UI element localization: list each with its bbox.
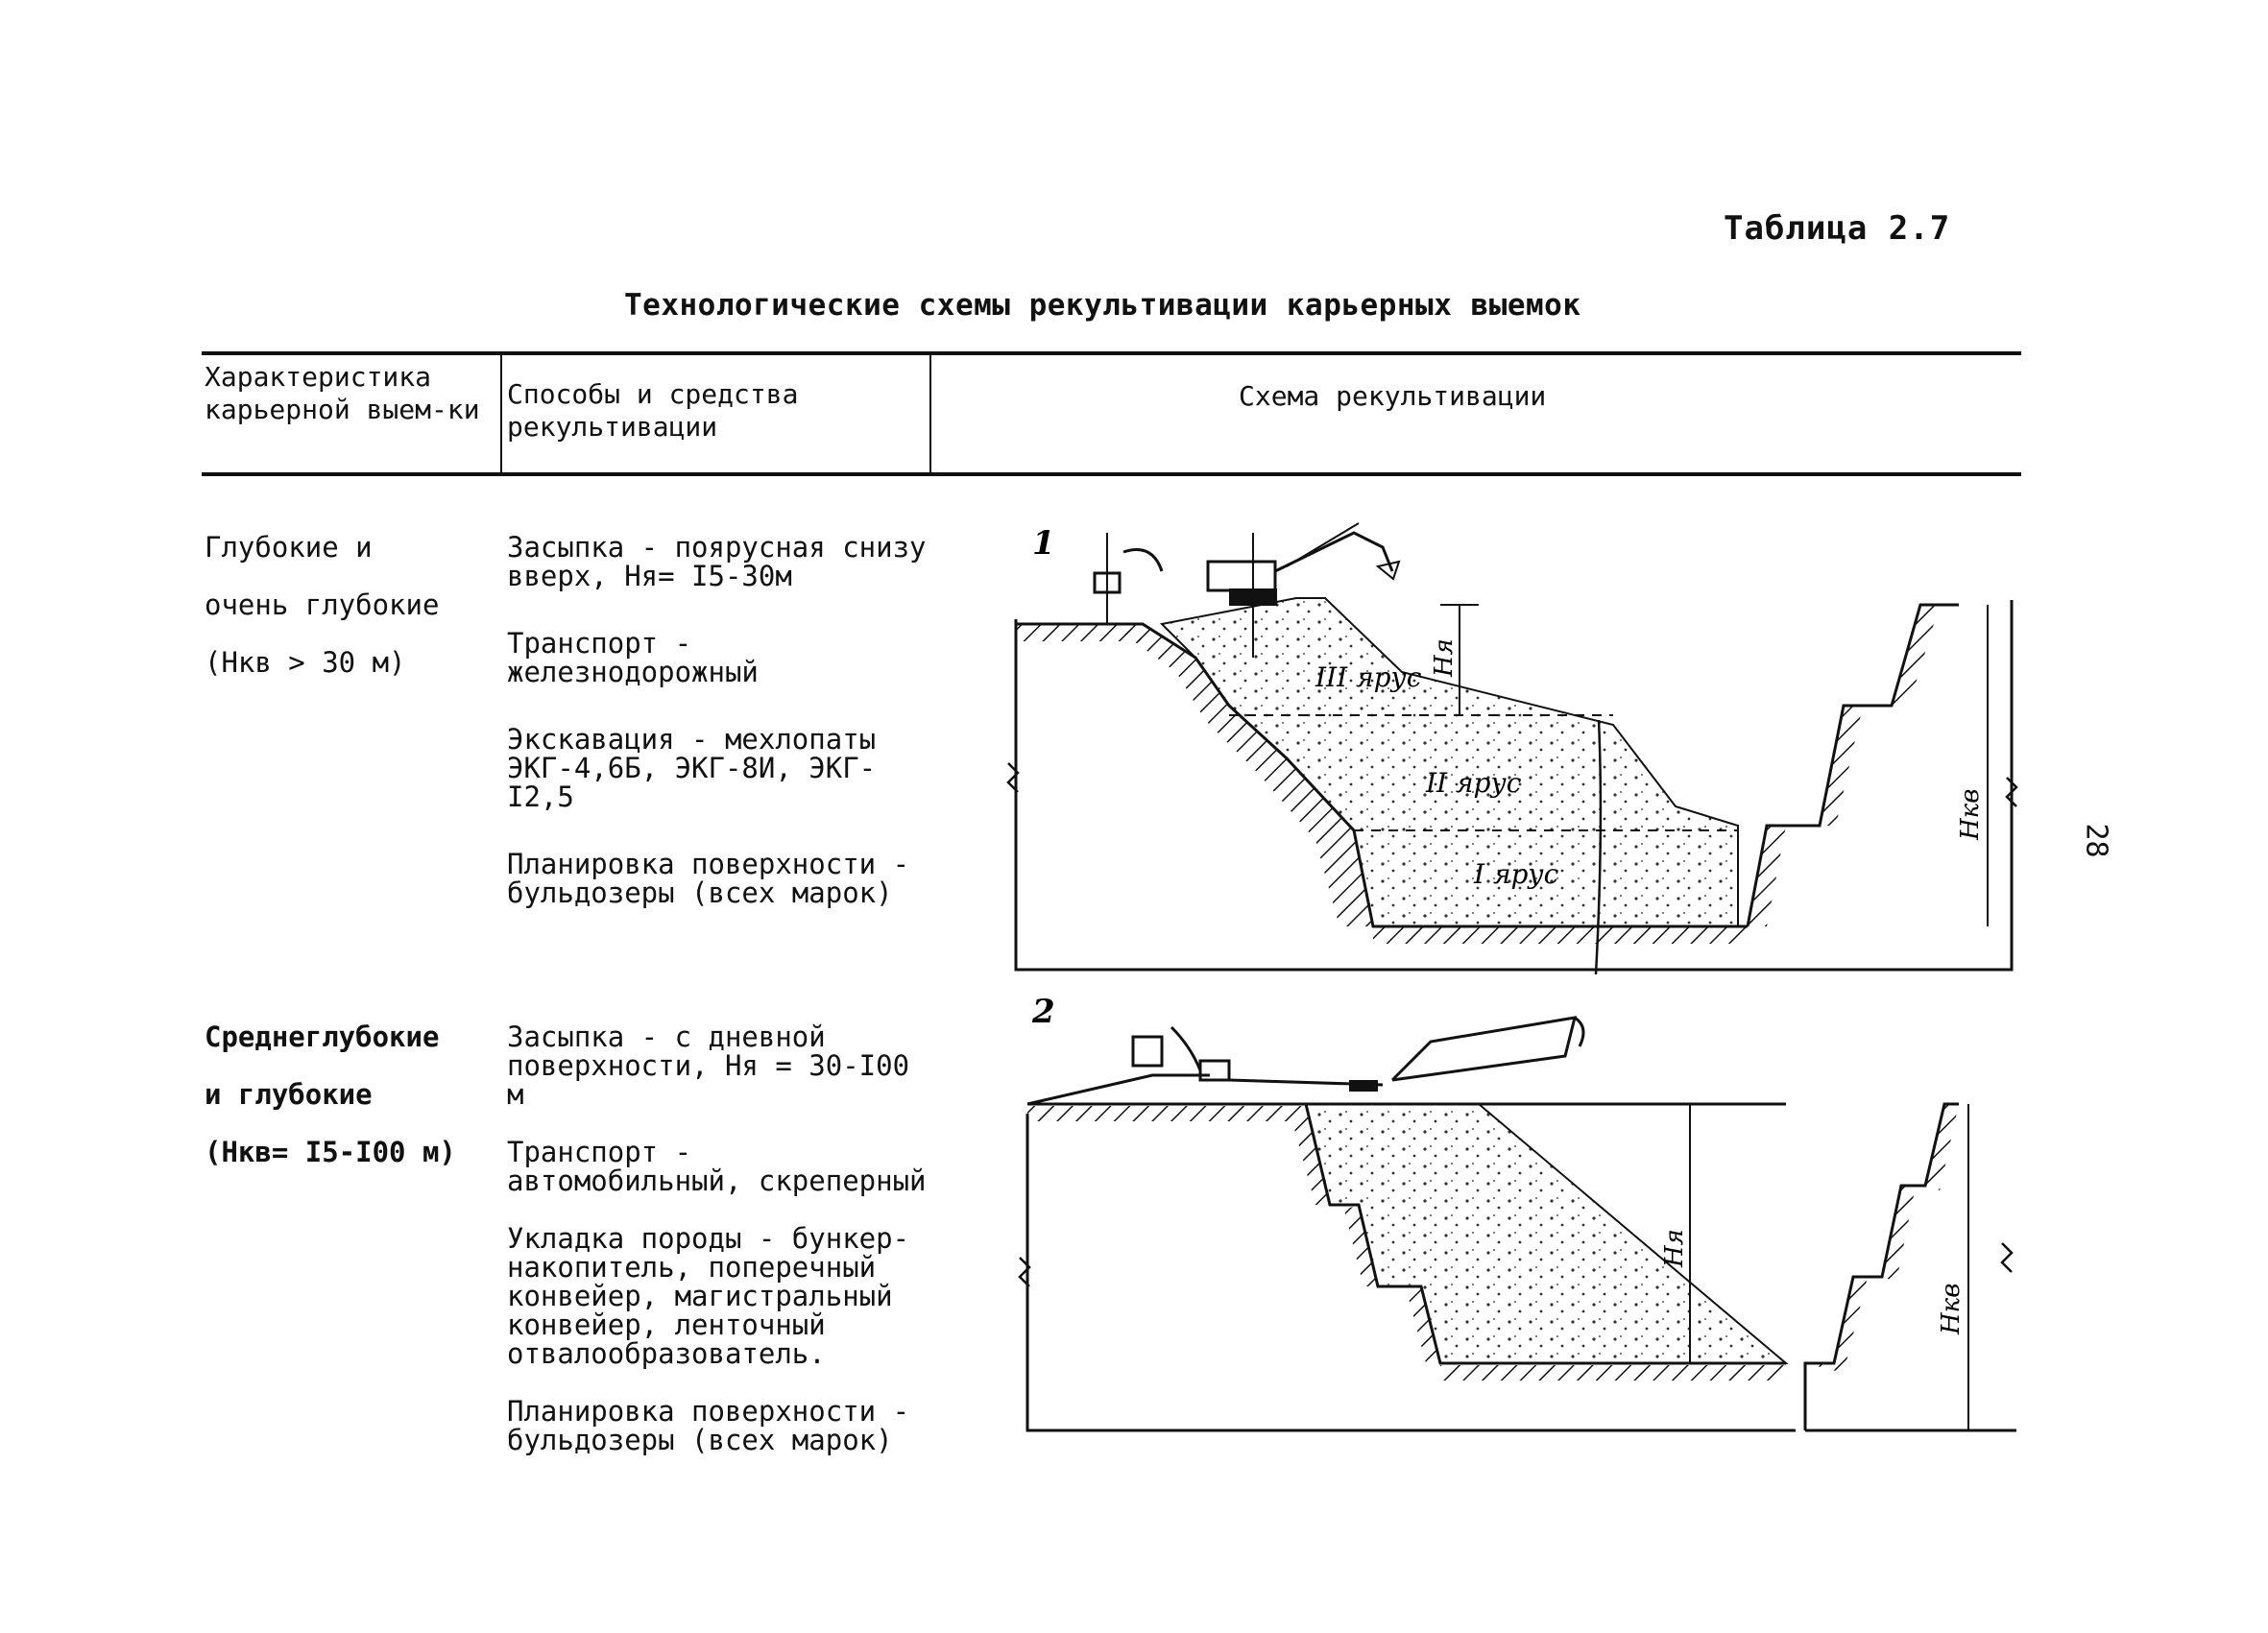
row1-method-transport: Транспорт - железнодорожный [507, 627, 759, 688]
scheme-1-diagram [999, 514, 2036, 984]
row1-method-excavation: Экскавация - мехлопаты ЭКГ-4,6Б, ЭКГ-8И, ЭКГ-I2,5 [507, 723, 877, 813]
scheme-1-number: 1 [1032, 524, 1055, 563]
scheme-2-hkv-label: Hкв [1937, 1283, 1966, 1334]
scheme-2-conveyor-icon [1027, 1018, 1583, 1104]
table-top-rule [202, 351, 2021, 355]
column-header-scheme: Схема рекультивации [1239, 380, 1547, 412]
page-number: 28 [2079, 823, 2113, 858]
table-label: Таблица 2.7 [1724, 209, 1951, 248]
scheme-1-hkv-label: Hкв [1956, 788, 1985, 840]
row1-method-backfill: Засыпка - поярусная снизу вверх, Hя= I5-30м [507, 531, 927, 592]
row2-method-grading: Планировка поверхности - бульдозеры (всех марок) [507, 1395, 910, 1456]
document-title: Технологические схемы рекультивации карьерных выемок [624, 288, 1581, 323]
scheme-2-diagram [999, 989, 2036, 1450]
scheme-2-hya-label: Hя [1660, 1229, 1689, 1267]
column-divider-1 [500, 353, 502, 474]
column-divider-2 [929, 353, 931, 474]
row1-methods [507, 504, 929, 936]
scheme-2-number: 2 [1032, 993, 1055, 1031]
row2-method-backfill: Засыпка - с дневной поверхности, Hя = 30-I00 м [507, 1021, 910, 1111]
scheme-1-hya-label: Hя [1430, 638, 1459, 677]
row2-method-transport: Транспорт - автомобильный, скреперный [507, 1136, 927, 1197]
row2-method-placement: Укладка породы - бункер-накопитель, поперечный конвейер, магистральный конвейер, ленточный отвалообразователь. [507, 1222, 910, 1370]
row1-characteristic: Глубокие и очень глубокие (Hкв > 30 м) [205, 531, 440, 679]
row2-methods [507, 994, 929, 1483]
column-header-characteristic: Характеристика карьерной выем-ки [205, 361, 480, 425]
scheme-1-tier1-label: I ярус [1474, 858, 1559, 890]
scheme-2-backfill [1306, 1104, 1786, 1363]
column-header-methods: Способы и средства рекультивации [507, 378, 799, 443]
scheme-1-tier3-label: III ярус [1315, 661, 1422, 693]
table-header-rule [202, 472, 2021, 476]
row2-characteristic: Среднеглубокие и глубокие (Hкв= I5-I00 м) [205, 1021, 456, 1168]
scheme-1-tier2-label: II ярус [1426, 767, 1522, 799]
scheme-1-railcar-icon [1095, 533, 1162, 624]
row1-method-grading: Планировка поверхности - бульдозеры (всех марок) [507, 848, 910, 909]
